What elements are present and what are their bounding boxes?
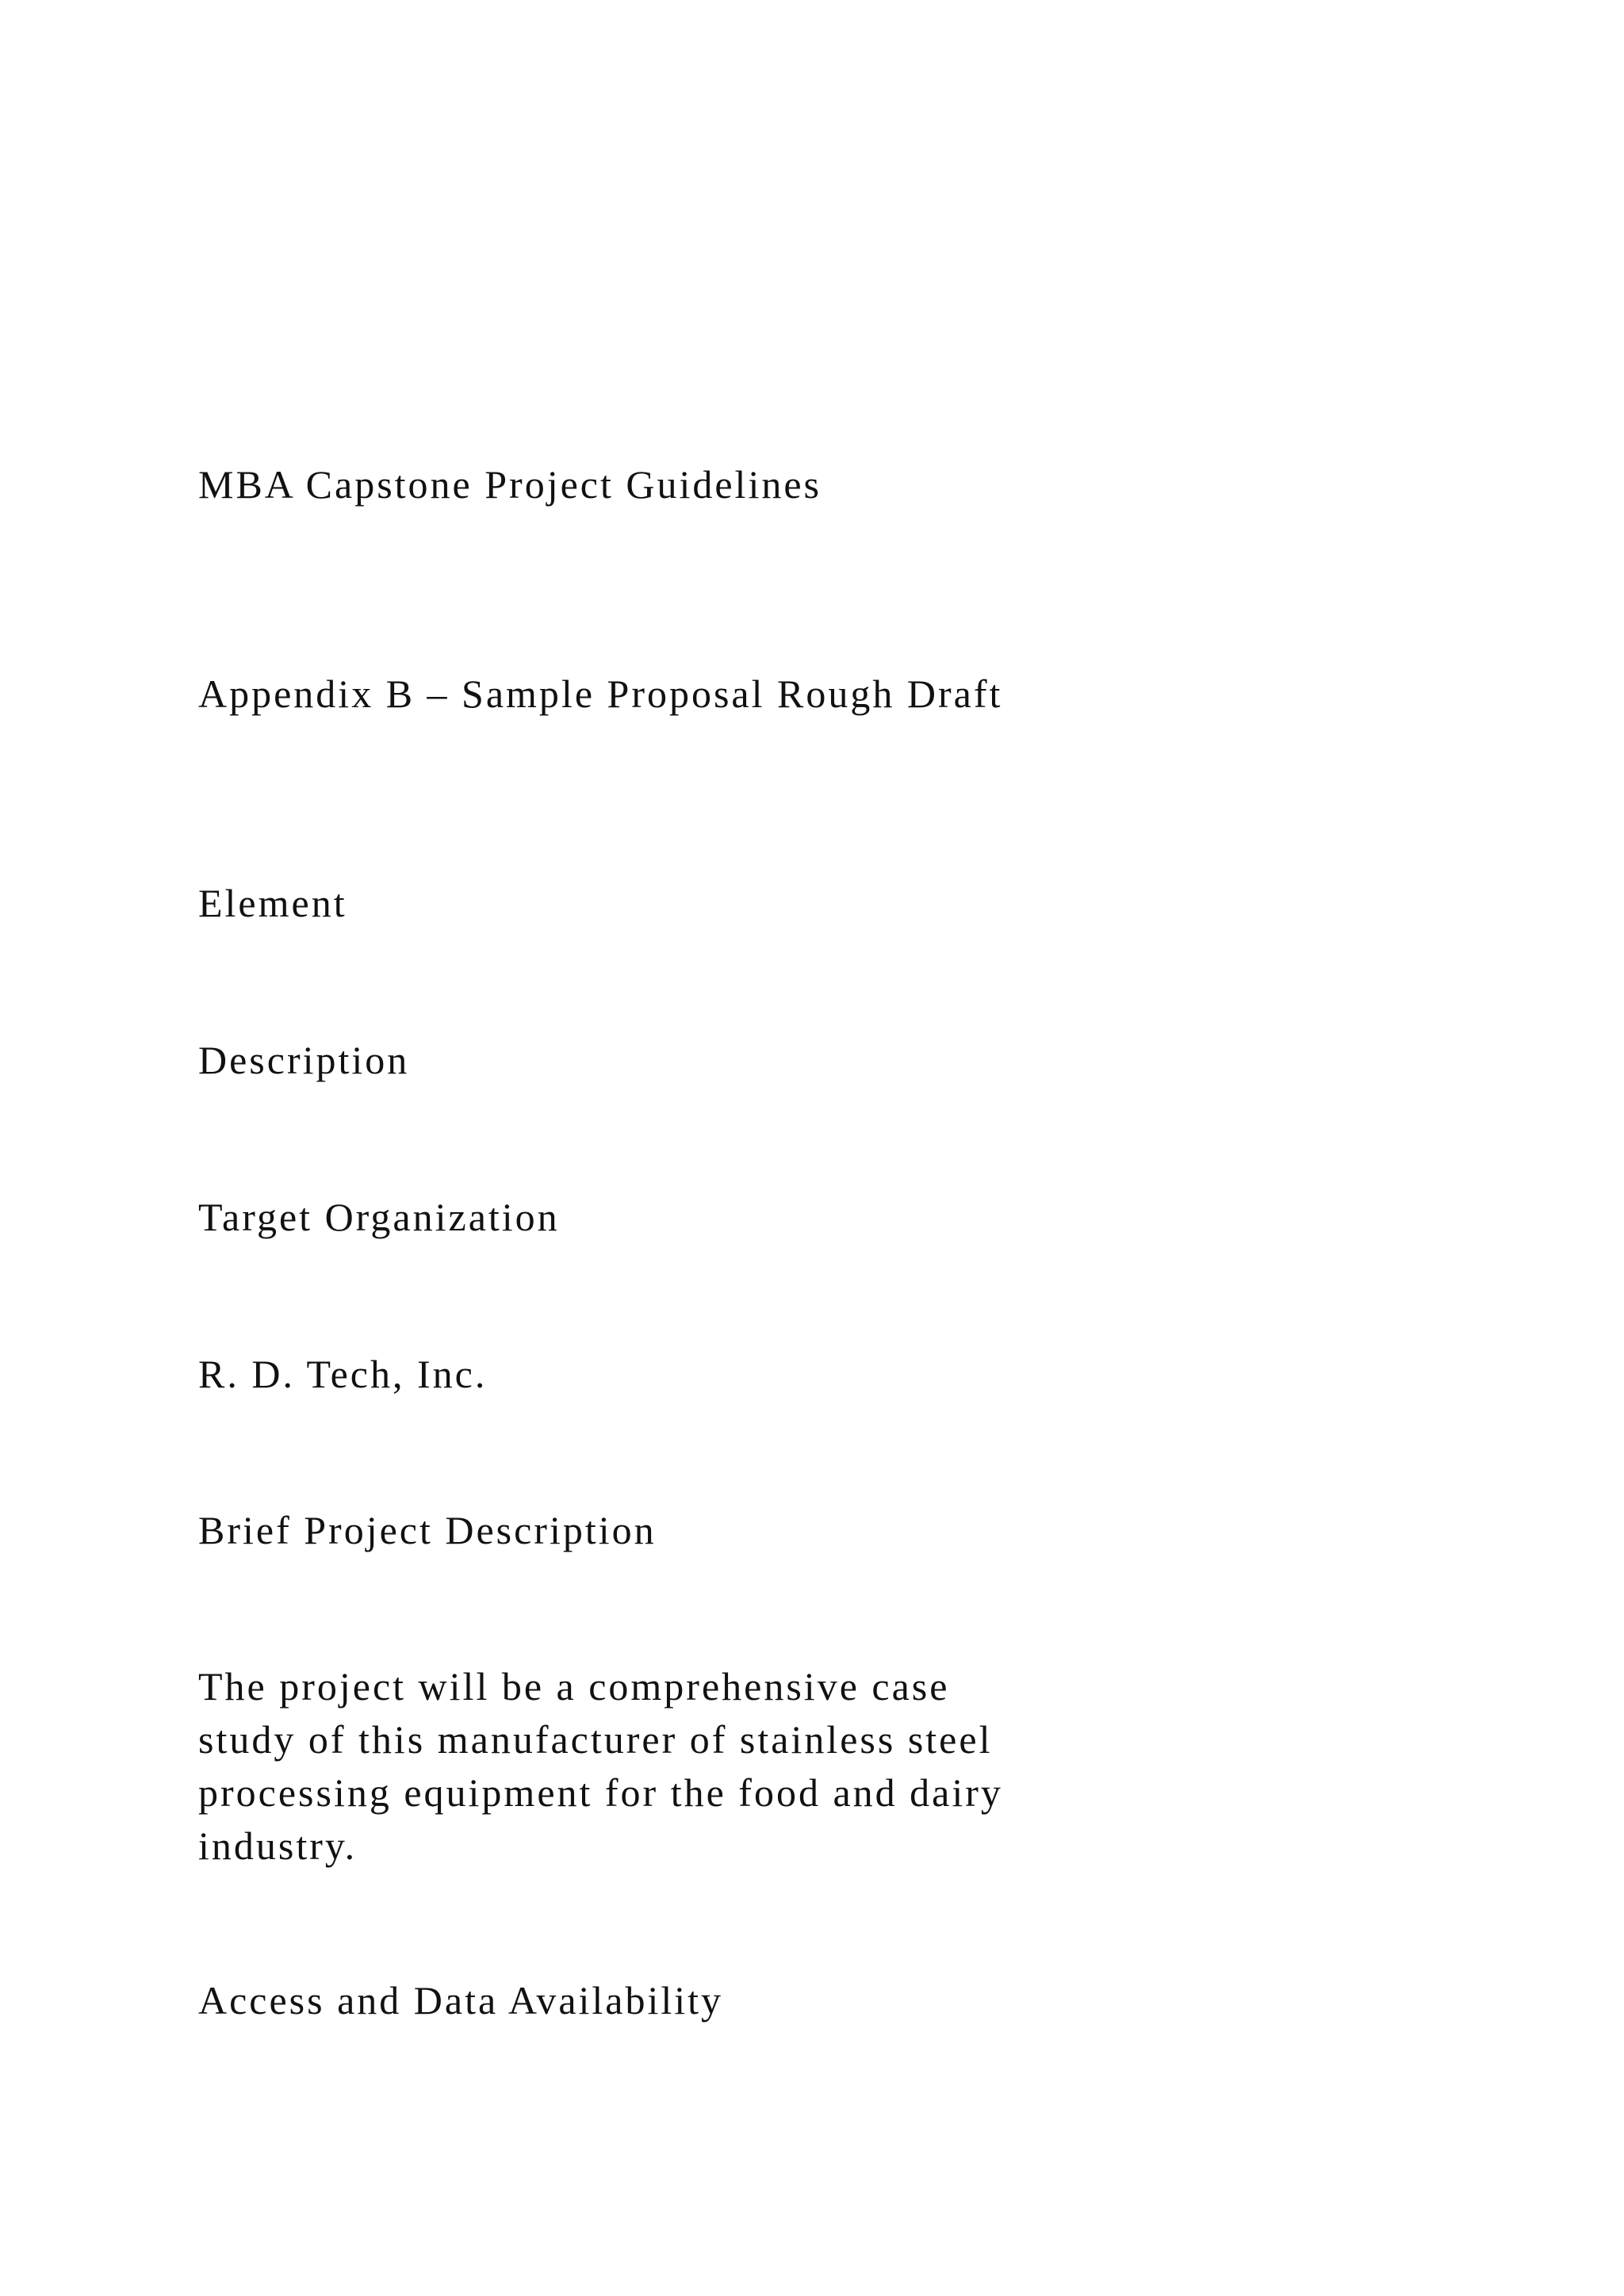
document-subtitle: Appendix B – Sample Proposal Rough Draft — [198, 672, 1003, 716]
row-label-brief-project-description: Brief Project Description — [198, 1508, 657, 1552]
row-label-access-and-data-availability: Access and Data Availability — [198, 1978, 724, 2022]
description-line: The project will be a comprehensive case — [198, 1664, 950, 1709]
row-value-brief-project-description — [198, 1660, 1003, 1873]
row-label-target-organization: Target Organization — [198, 1195, 560, 1239]
description-line: industry. — [198, 1823, 358, 1868]
description-line: study of this manufacturer of stainless steel — [198, 1717, 993, 1762]
row-value-target-organization: R. D. Tech, Inc. — [198, 1352, 488, 1396]
description-line: processing equipment for the food and dairy — [198, 1770, 1003, 1815]
column-header-description: Description — [198, 1038, 410, 1082]
document-title: MBA Capstone Project Guidelines — [198, 462, 822, 507]
column-header-element: Element — [198, 881, 347, 925]
